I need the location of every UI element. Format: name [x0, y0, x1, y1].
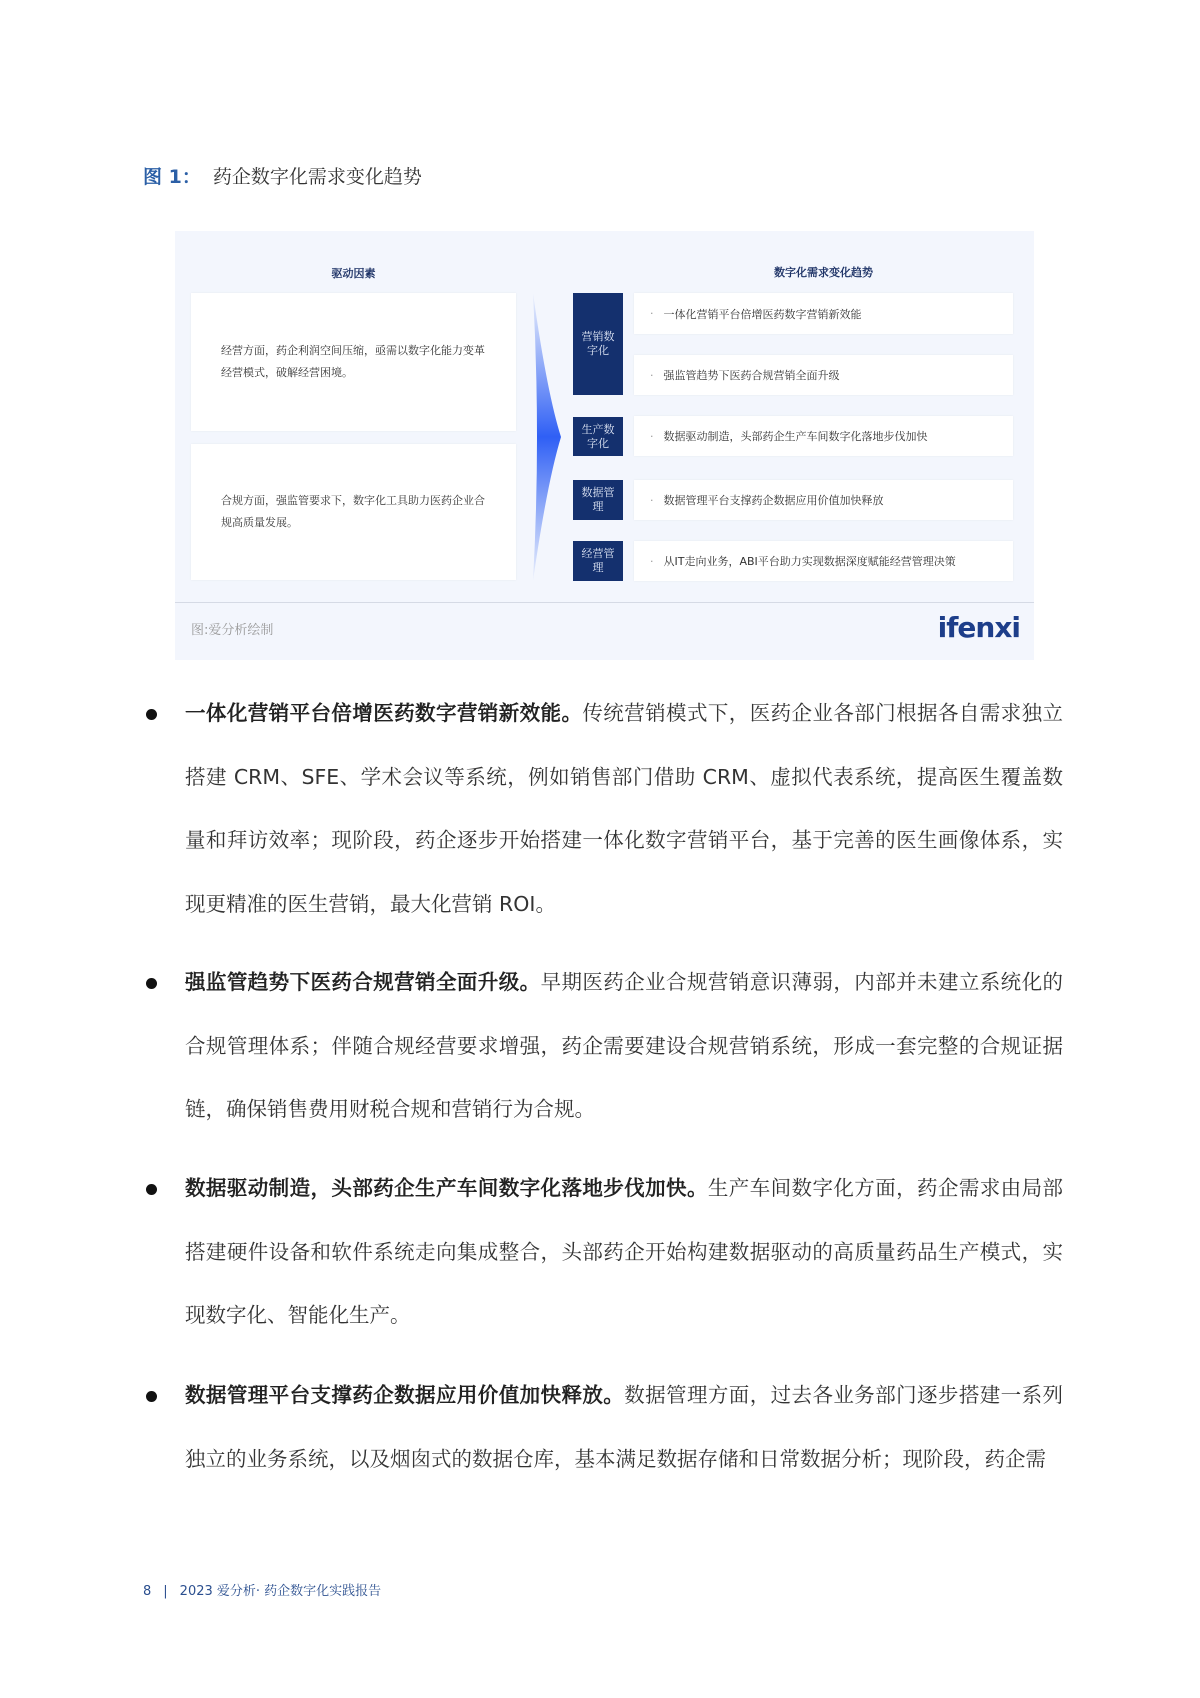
paragraph-heading: 数据驱动制造，头部药企生产车间数字化落地步伐加快。 [185, 1176, 708, 1200]
paragraph-text: 数据管理方面，过去各业务部门逐步搭建一系列独立的业务系统，以及烟囱式的数据仓库，基本满足数据存储和日常数据分析；现阶段，药企需 [185, 1383, 1064, 1471]
footer-separator: | [163, 1584, 168, 1599]
divider [175, 602, 1034, 603]
paragraph-heading: 强监管趋势下医药合规营销全面升级。 [185, 970, 541, 994]
paragraph [185, 1364, 1063, 1491]
paragraph-text: 早期医药企业合规营销意识薄弱，内部并未建立系统化的合规管理体系；伴随合规经营要求增强，药企需要建设合规营销系统，形成一套完整的合规证据链，确保销售费用财税合规和营销行为合规。 [185, 970, 1064, 1121]
bullet-icon [146, 978, 157, 989]
figure-title-text: 药企数字化需求变化趋势 [212, 166, 422, 188]
tag-data: 数据管理 [573, 480, 623, 520]
trend-item: · 数据驱动制造，头部药企生产车间数字化落地步伐加快 [634, 416, 1013, 456]
driver-box: 经营方面，药企利润空间压缩，亟需以数字化能力变革经营模式，破解经营困境。 [191, 293, 516, 431]
trend-text: 强监管趋势下医药合规营销全面升级 [663, 369, 840, 382]
tag-operations: 经营管理 [573, 541, 623, 581]
page-footer [143, 1580, 381, 1599]
paragraph-text: 传统营销模式下，医药企业各部门根据各自需求独立搭建 CRM、SFE、学术会议等系统，例如销售部门借助 CRM、虚拟代表系统，提高医生覆盖数量和拜访效率；现阶段，药企逐步开始搭建一体化数字营销平台，基于完善的医生画像体系，实现更精准的医生营销，最大化营销 ROI。 [185, 701, 1064, 916]
paragraph [185, 682, 1063, 936]
bullet-icon [146, 709, 157, 720]
report-title: 2023 爱分析· 药企数字化实践报告 [179, 1584, 382, 1599]
arrow-icon [533, 293, 565, 581]
trend-text: 从IT走向业务，ABI平台助力实现数据深度赋能经营管理决策 [663, 555, 956, 568]
trend-text: 数据驱动制造，头部药企生产车间数字化落地步伐加快 [663, 430, 928, 443]
figure-panel [175, 231, 1034, 660]
drivers-header: 驱动因素 [331, 267, 376, 280]
paragraph [185, 951, 1063, 1142]
ifenxi-logo: ifenxi [937, 611, 1020, 644]
tag-marketing: 营销数字化 [573, 293, 623, 395]
trend-item: · 强监管趋势下医药合规营销全面升级 [634, 355, 1013, 395]
page-number: 8 [143, 1584, 152, 1599]
paragraph [185, 1157, 1063, 1348]
paragraph-heading: 一体化营销平台倍增医药数字营销新效能。 [185, 701, 583, 725]
trend-item: · 一体化营销平台倍增医药数字营销新效能 [634, 293, 1013, 334]
figure-title [143, 162, 422, 189]
figure-caption: 图:爱分析绘制 [191, 623, 274, 638]
bullet-icon [146, 1184, 157, 1195]
paragraph-heading: 数据管理平台支撑药企数据应用价值加快释放。 [185, 1383, 625, 1407]
tag-production: 生产数字化 [573, 417, 623, 456]
trend-item: · 数据管理平台支撑药企数据应用价值加快释放 [634, 480, 1013, 520]
trends-header: 数字化需求变化趋势 [774, 266, 873, 279]
figure-label: 图 1： [143, 166, 201, 188]
trend-text: 数据管理平台支撑药企数据应用价值加快释放 [663, 494, 884, 507]
trend-text: 一体化营销平台倍增医药数字营销新效能 [663, 307, 862, 321]
trend-item: · 从IT走向业务，ABI平台助力实现数据深度赋能经营管理决策 [634, 541, 1013, 581]
driver-box: 合规方面，强监管要求下，数字化工具助力医药企业合规高质量发展。 [191, 444, 516, 580]
paragraph-text: 生产车间数字化方面，药企需求由局部搭建硬件设备和软件系统走向集成整合，头部药企开始构建数据驱动的高质量药品生产模式，实现数字化、智能化生产。 [185, 1176, 1064, 1327]
bullet-icon [146, 1391, 157, 1402]
